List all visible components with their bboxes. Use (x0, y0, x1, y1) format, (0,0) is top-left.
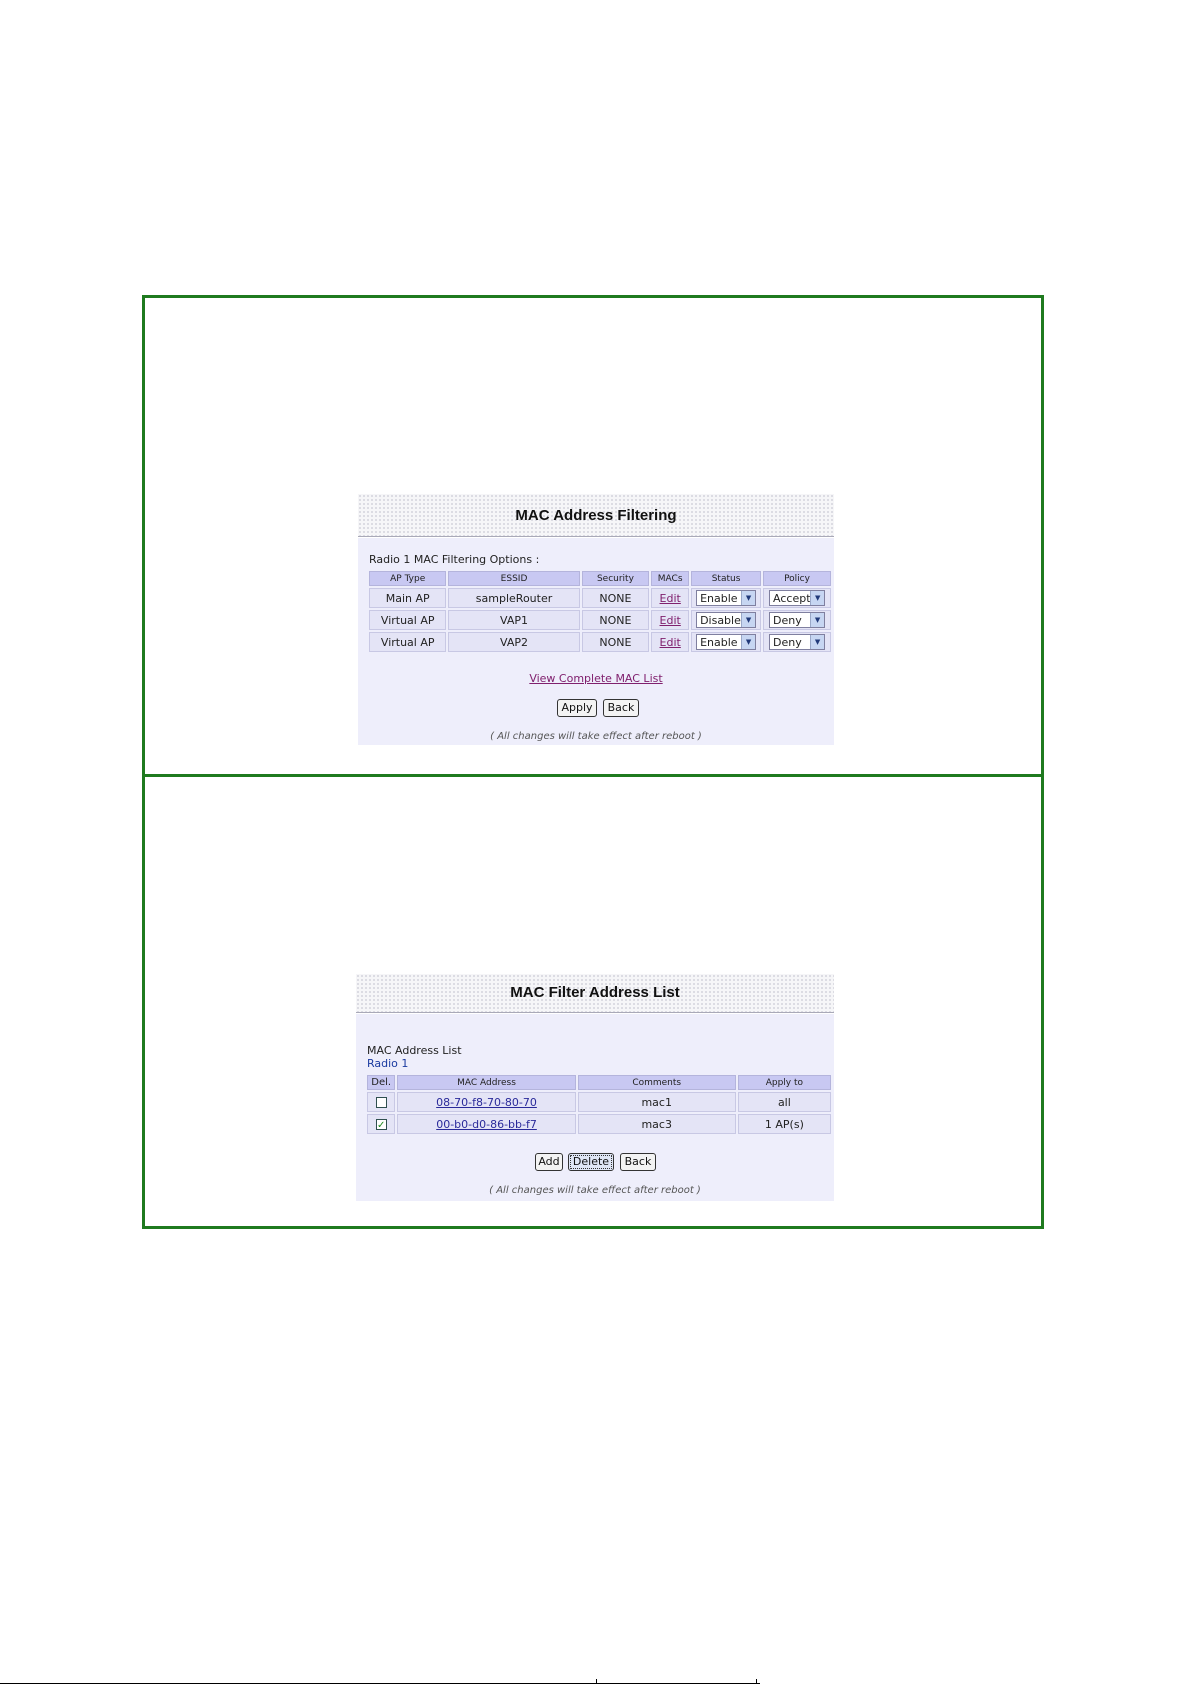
dropdown-arrow-icon[interactable]: ▼ (741, 613, 755, 627)
policy-select[interactable] (769, 590, 825, 606)
table-row (367, 1092, 831, 1112)
add-button[interactable]: Add (535, 1153, 563, 1171)
dropdown-arrow-icon[interactable]: ▼ (810, 635, 824, 649)
dropdown-arrow-icon[interactable]: ▼ (810, 591, 824, 605)
section-label: MAC Address List (367, 1044, 462, 1057)
back-button[interactable]: Back (603, 699, 639, 717)
mac-address-cell (397, 1092, 575, 1112)
policy-cell (763, 610, 831, 630)
delete-cell (367, 1092, 395, 1112)
status-select[interactable] (696, 634, 756, 650)
mac-address-cell (397, 1114, 575, 1134)
column-header: Security (582, 571, 650, 586)
column-header: MAC Address (397, 1075, 575, 1090)
macs-cell (651, 632, 689, 652)
mac-address-filtering-panel (358, 494, 834, 745)
column-header: Del. (367, 1075, 395, 1090)
mac-address-list-table (365, 1073, 833, 1136)
status-cell (691, 610, 761, 630)
status-value: Disable (700, 613, 741, 627)
page-title: MAC Filter Address List (510, 984, 680, 1001)
security-cell: NONE (582, 610, 650, 630)
column-header: AP Type (369, 571, 446, 586)
comment-cell: mac1 (578, 1092, 736, 1112)
reboot-note: ( All changes will take effect after reboot ) (489, 1185, 701, 1196)
back-button[interactable]: Back (620, 1153, 656, 1171)
mac-address-link[interactable]: 00-b0-d0-86-bb-f7 (436, 1117, 537, 1131)
radio-label: Radio 1 (367, 1057, 409, 1070)
section-label: Radio 1 MAC Filtering Options : (369, 553, 540, 566)
reboot-note: ( All changes will take effect after reboot ) (490, 731, 702, 742)
policy-value: Deny (773, 635, 802, 649)
checkbox-icon[interactable] (376, 1119, 387, 1130)
column-header: MACs (651, 571, 689, 586)
mac-filter-address-list-panel (356, 974, 834, 1201)
essid-cell: sampleRouter (448, 588, 579, 608)
ap-type-cell: Virtual AP (369, 610, 446, 630)
status-cell (691, 632, 761, 652)
edit-macs-link[interactable]: Edit (659, 591, 681, 605)
essid-cell: VAP2 (448, 632, 579, 652)
policy-value: Accept (773, 591, 811, 605)
security-cell: NONE (582, 632, 650, 652)
policy-select[interactable] (769, 634, 825, 650)
status-cell (691, 588, 761, 608)
column-header: Policy (763, 571, 831, 586)
checkbox-icon[interactable] (376, 1097, 387, 1108)
delete-button[interactable]: Delete (568, 1153, 614, 1171)
security-cell: NONE (582, 588, 650, 608)
apply-to-cell: all (738, 1092, 831, 1112)
ap-type-cell: Main AP (369, 588, 446, 608)
policy-value: Deny (773, 613, 802, 627)
table-row (369, 610, 831, 630)
table-row (367, 1114, 831, 1134)
footer-tick (596, 1679, 597, 1684)
footer-tick (756, 1679, 757, 1684)
view-complete-mac-list-link[interactable]: View Complete MAC List (529, 672, 663, 685)
status-select[interactable] (696, 612, 756, 628)
panel-header (358, 494, 834, 537)
status-value: Enable (700, 591, 738, 605)
view-link-row (358, 672, 834, 685)
policy-cell (763, 588, 831, 608)
edit-macs-link[interactable]: Edit (659, 613, 681, 627)
table-row (369, 632, 831, 652)
table-row (369, 588, 831, 608)
column-header: Apply to (738, 1075, 831, 1090)
frame-divider (145, 774, 1041, 777)
essid-cell: VAP1 (448, 610, 579, 630)
column-header: ESSID (448, 571, 579, 586)
comment-cell: mac3 (578, 1114, 736, 1134)
table-header-row (369, 571, 831, 586)
ap-type-cell: Virtual AP (369, 632, 446, 652)
footer-rule (0, 1683, 760, 1684)
column-header: Status (691, 571, 761, 586)
status-select[interactable] (696, 590, 756, 606)
macs-cell (651, 610, 689, 630)
column-header: Comments (578, 1075, 736, 1090)
checkmark-icon: ✓ (376, 1120, 386, 1131)
delete-cell (367, 1114, 395, 1134)
panel-header (356, 974, 834, 1013)
dropdown-arrow-icon[interactable]: ▼ (741, 635, 755, 649)
macs-cell (651, 588, 689, 608)
policy-select[interactable] (769, 612, 825, 628)
page-title: MAC Address Filtering (515, 507, 677, 524)
apply-button[interactable]: Apply (557, 699, 597, 717)
table-header-row (367, 1075, 831, 1090)
edit-macs-link[interactable]: Edit (659, 635, 681, 649)
mac-address-link[interactable]: 08-70-f8-70-80-70 (436, 1095, 537, 1109)
dropdown-arrow-icon[interactable]: ▼ (741, 591, 755, 605)
mac-filter-options-table (367, 569, 833, 654)
status-value: Enable (700, 635, 738, 649)
policy-cell (763, 632, 831, 652)
apply-to-cell: 1 AP(s) (738, 1114, 831, 1134)
dropdown-arrow-icon[interactable]: ▼ (810, 613, 824, 627)
